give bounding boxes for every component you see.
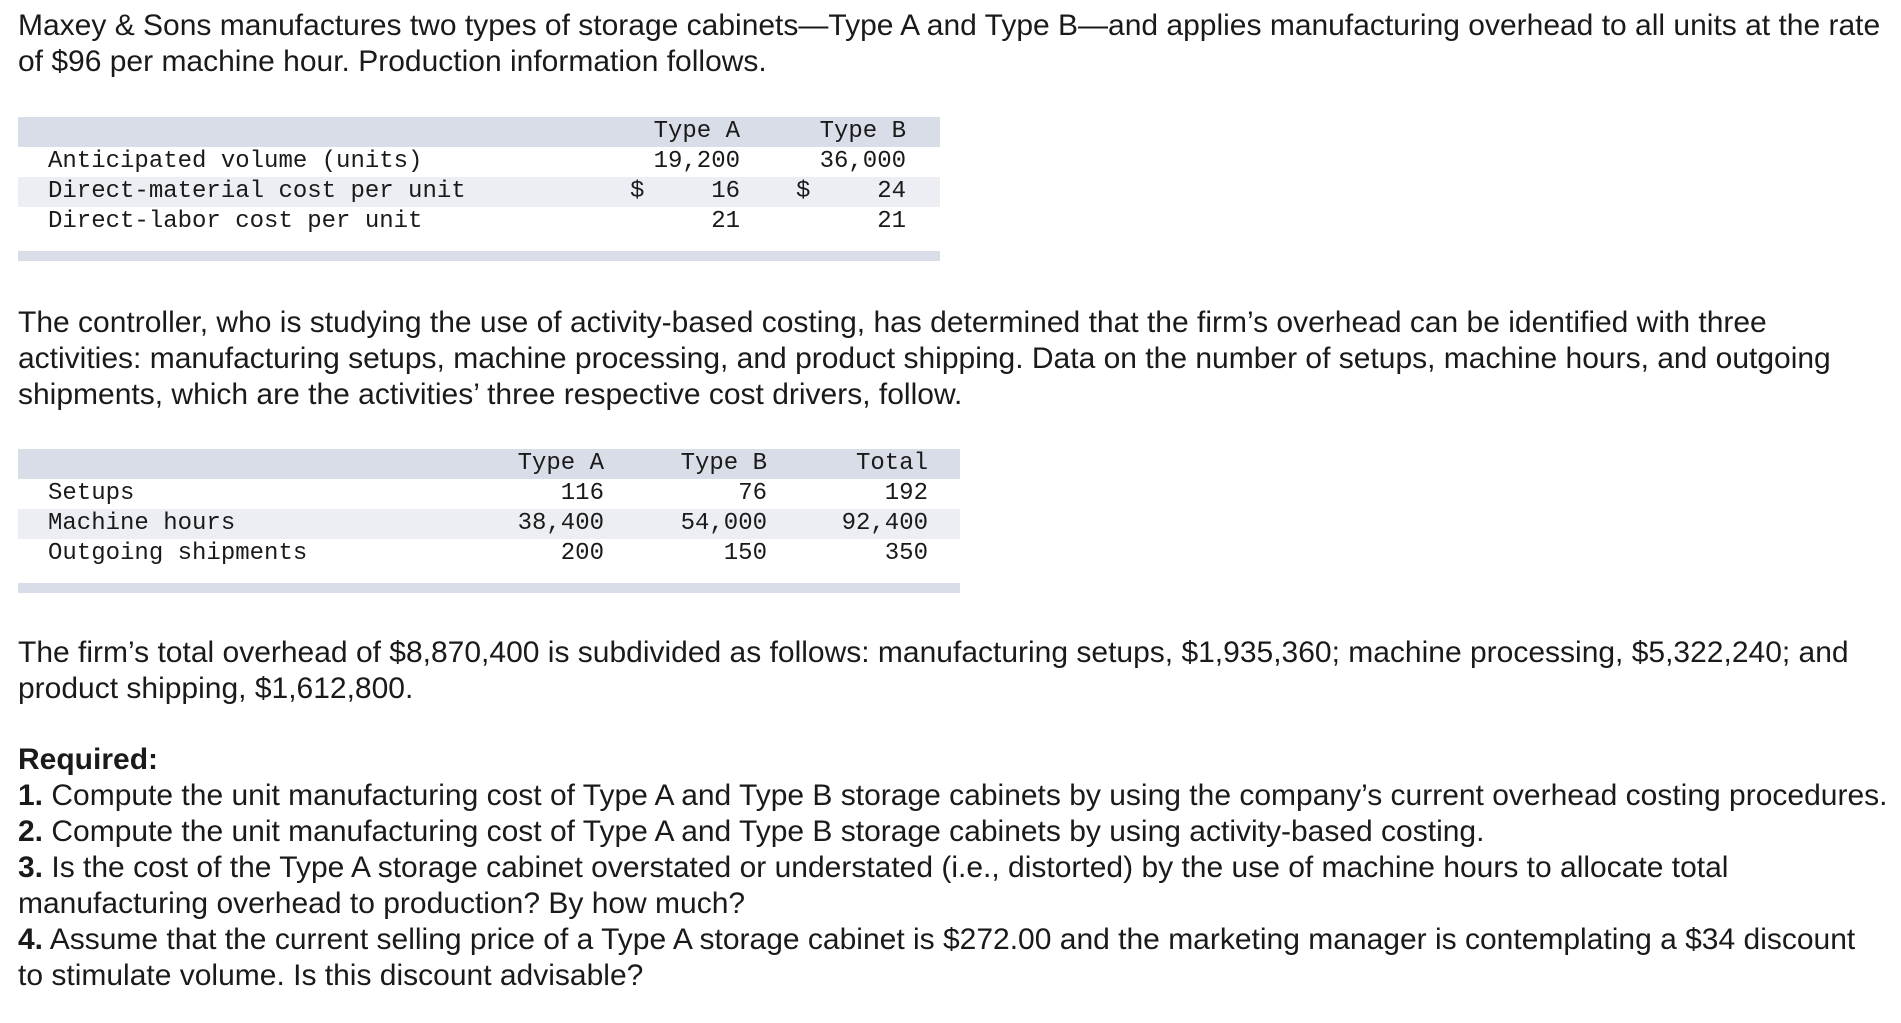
row-label: Direct-labor cost per unit (48, 208, 423, 235)
item-number: 4. (18, 923, 44, 956)
type-a-value: 19,200 (653, 148, 740, 175)
table-row (18, 147, 940, 177)
table-header-row (18, 117, 940, 147)
row-label: Anticipated volume (units) (48, 148, 423, 175)
table-row (18, 207, 940, 237)
type-b-value: 21 (877, 208, 906, 235)
table-bottom-rule (18, 251, 940, 261)
table-row (18, 479, 960, 509)
item-text: Compute the unit manufacturing cost of Type A and Type B storage cabinets by using activity-based costing. (43, 815, 1485, 848)
required-item (18, 850, 1888, 922)
required-item (18, 922, 1888, 994)
column-header-type-b: Type B (819, 118, 906, 145)
item-number: 1. (18, 779, 44, 812)
type-a-value: 21 (711, 208, 740, 235)
total-value: 92,400 (841, 510, 928, 537)
type-a-value: 16 (711, 178, 740, 205)
total-value: 350 (884, 540, 928, 567)
column-header-type-a: Type A (517, 450, 604, 477)
table-bottom-rule (18, 583, 960, 593)
required-item (18, 814, 1888, 850)
row-label: Setups (48, 480, 135, 507)
production-info-table (18, 117, 940, 261)
overhead-paragraph: The firm’s total overhead of $8,870,400 is subdivided as follows: manufacturing setups, $1,935,360; machine processing, $5,322,240; and product shipping, $1,612,800. (18, 636, 1849, 705)
currency-symbol: $ (630, 178, 645, 205)
item-text: Compute the unit manufacturing cost of Type A and Type B storage cabinets by using the company’s current overhead costing procedures. (43, 779, 1888, 812)
type-b-value: 36,000 (819, 148, 906, 175)
type-b-value: 24 (877, 178, 906, 205)
type-b-value: 150 (723, 540, 767, 567)
required-item (18, 778, 1888, 814)
total-value: 192 (884, 480, 928, 507)
type-a-value: 200 (560, 540, 604, 567)
row-label: Outgoing shipments (48, 540, 308, 567)
column-header-total: Total (855, 450, 928, 477)
type-b-value: 76 (738, 480, 767, 507)
table-spacer (18, 569, 960, 583)
table-row (18, 509, 960, 539)
type-b-value: 54,000 (680, 510, 767, 537)
activity-driver-table (18, 449, 960, 593)
row-label: Machine hours (48, 510, 236, 537)
required-section (18, 742, 1888, 994)
row-label: Direct-material cost per unit (48, 178, 466, 205)
table-row (18, 539, 960, 569)
table-spacer (18, 237, 940, 251)
column-header-type-a: Type A (653, 118, 740, 145)
type-a-value: 116 (560, 480, 604, 507)
item-text: Assume that the current selling price of a Type A storage cabinet is $272.00 and the marketing manager is contemplating a $34 discount to stimulate volume. Is this discount advisable? (18, 923, 1856, 992)
currency-symbol: $ (796, 178, 811, 205)
intro-paragraph: Maxey & Sons manufactures two types of storage cabinets—Type A and Type B—and applies manufacturing overhead to all units at the rate of $96 per machine hour. Production information follows. (18, 9, 1881, 78)
item-number: 3. (18, 851, 44, 884)
column-header-type-b: Type B (680, 450, 767, 477)
table-header-row (18, 449, 960, 479)
required-heading: Required: (18, 743, 159, 776)
item-number: 2. (18, 815, 44, 848)
controller-paragraph: The controller, who is studying the use of activity-based costing, has determined that the firm’s overhead can be identified with three activities: manufacturing setups, machine processing, and product shipping. Data on the number of setups, machine hours, and outgoing shipments, which are the activities’ three respective cost drivers, follow. (18, 306, 1831, 411)
table-row (18, 177, 940, 207)
item-text: Is the cost of the Type A storage cabinet overstated or understated (i.e., distorted) by the use of machine hours to allocate total manufacturing overhead to production? By how much? (18, 851, 1729, 920)
type-a-value: 38,400 (517, 510, 604, 537)
